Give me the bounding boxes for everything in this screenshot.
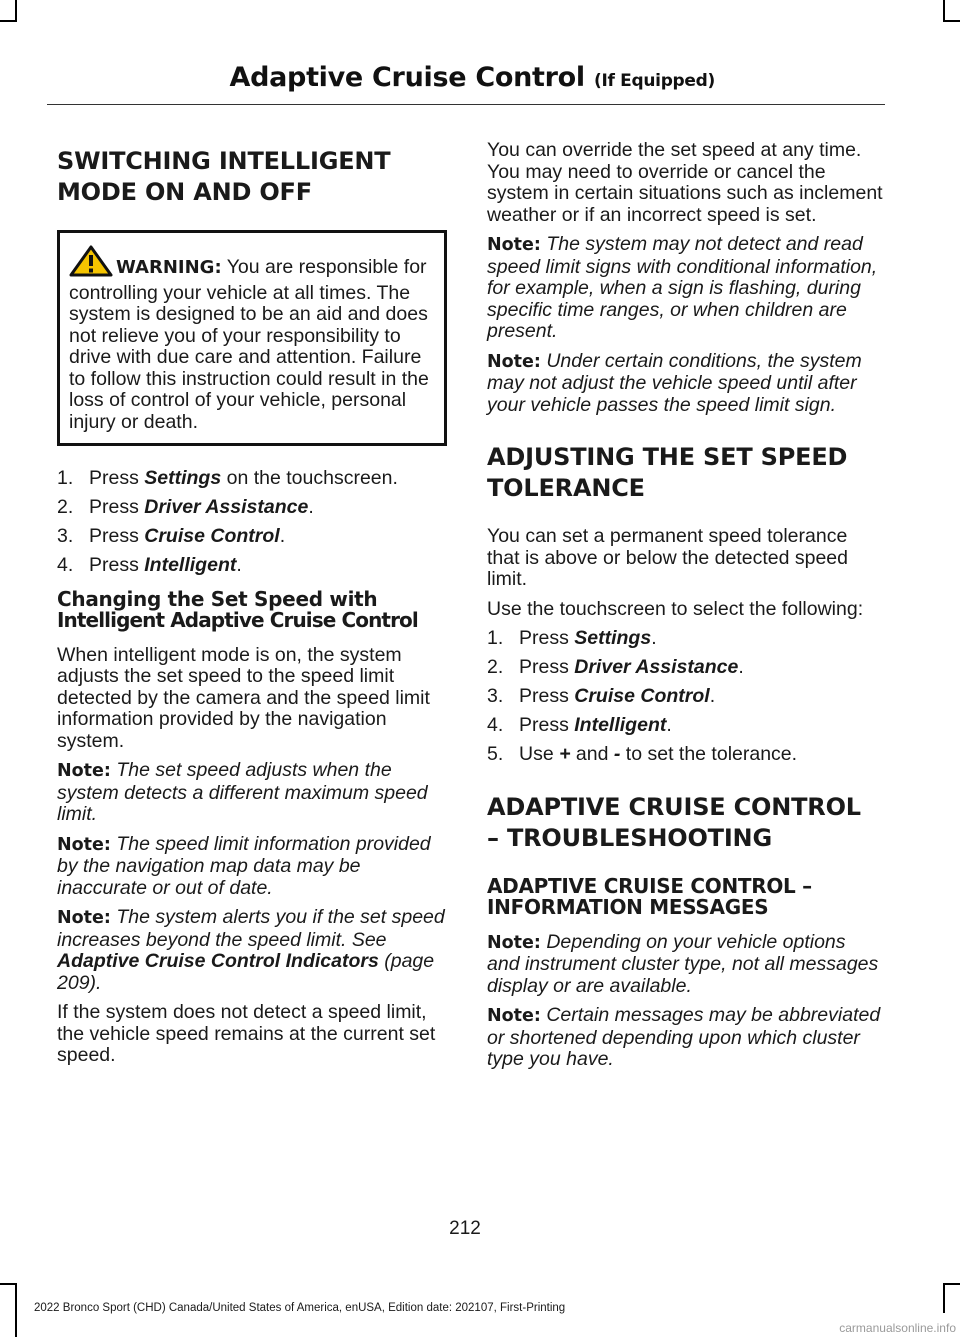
paragraph: You can override the set speed at any time. You may need to override or cancel the system in certain situations such as inclement weather or if an incorrect speed is set. — [487, 139, 883, 226]
heading-line: TOLERANCE — [487, 474, 645, 502]
step-emphasis: - — [613, 743, 621, 765]
section-heading-tolerance — [487, 442, 883, 504]
step-emphasis: Settings — [574, 627, 652, 649]
step-text: on the touchscreen. — [221, 467, 398, 489]
note-label: Note: — [57, 761, 111, 781]
step-text: Press — [89, 467, 145, 489]
subheading-line: Changing the Set Speed with — [57, 586, 378, 611]
note-text: The system alerts you if the set speed increases beyond the speed limit. See — [57, 906, 445, 951]
watermark: carmanualsonline.info — [839, 1321, 956, 1335]
crop-mark — [943, 0, 945, 22]
heading-line: ADJUSTING THE SET SPEED — [487, 443, 848, 471]
step-number: 3. — [57, 525, 74, 547]
note-text: The set speed adjusts when the system detects a different maximum speed limit. — [57, 759, 428, 825]
warning-label: WARNING: — [116, 257, 222, 278]
heading-line: MODE ON AND OFF — [57, 178, 312, 206]
step-text: to set the tolerance. — [620, 743, 798, 765]
list-item — [57, 526, 447, 548]
note-text: The speed limit information provided by the navigation map data may be inaccurate or out of date. — [57, 832, 431, 899]
paragraph: Use the touchscreen to select the following: — [487, 597, 864, 620]
paragraph: You can set a permanent speed tolerance that is above or below the detected speed limit. — [487, 525, 848, 590]
header-rule — [47, 104, 885, 105]
cross-reference-link[interactable]: Adaptive Cruise Control Indicators — [57, 950, 379, 972]
heading-line: ADAPTIVE CRUISE CONTROL — [487, 792, 861, 821]
step-text: . — [651, 627, 657, 649]
list-item — [487, 744, 883, 766]
step-emphasis: Cruise Control — [144, 525, 280, 547]
header-title-text: Adaptive Cruise Control — [229, 62, 585, 93]
note-text: The system may not detect and read speed limit signs with conditional information, for example, when a sign is flashing, during specific time ranges, or when children are present. — [487, 233, 878, 342]
step-number: 5. — [487, 743, 504, 765]
step-text: . — [738, 656, 744, 678]
note — [487, 351, 883, 417]
note — [57, 907, 447, 994]
edition-footer: 2022 Bronco Sport (CHD) Canada/United States of America, enUSA, Edition date: 202107, First-Printing — [34, 1302, 566, 1314]
steps-list-right — [487, 628, 883, 766]
step-text: Press — [519, 627, 575, 649]
crop-mark — [943, 20, 960, 22]
note-text: Depending on your vehicle options and instrument cluster type, not all messages display or are available. — [487, 930, 879, 997]
list-item — [487, 657, 883, 679]
note — [487, 932, 883, 998]
step-number: 2. — [57, 496, 74, 518]
step-emphasis: Driver Assistance — [574, 656, 739, 678]
page-header-title — [230, 62, 716, 93]
step-emphasis: Cruise Control — [574, 685, 710, 707]
heading-line: SWITCHING INTELLIGENT — [57, 147, 391, 175]
step-text: Press — [89, 554, 145, 576]
note-text: Certain messages may be abbreviated or shortened depending upon which cluster type you have. — [487, 1004, 881, 1070]
step-number: 1. — [487, 627, 504, 649]
section-heading-troubleshooting — [487, 792, 883, 854]
paragraph: If the system does not detect a speed limit, the vehicle speed remains at the current set speed. — [57, 1001, 436, 1066]
note-label: Note: — [487, 1006, 541, 1026]
list-item — [487, 715, 883, 737]
steps-list-left — [57, 468, 447, 577]
crop-mark — [15, 0, 17, 22]
subheading-information-messages — [487, 873, 883, 919]
header-subtitle: (If Equipped) — [593, 71, 715, 91]
step-text: . — [709, 685, 716, 707]
crop-mark — [0, 20, 17, 22]
step-emphasis: Driver Assistance — [144, 496, 309, 518]
warning-body: You are responsible for controlling your vehicle at all times. The system is designed to be an aid and does not relieve you of your responsibility to drive with due care and attention. Failure to follow this instruction could result in the loss of control of your vehicle, personal injury or death. — [69, 256, 429, 433]
step-text: Use — [519, 743, 560, 765]
paragraph: When intelligent mode is on, the system adjusts the set speed to the speed limit detected by the camera and the speed limit information provided by the navigation system. — [57, 643, 430, 752]
list-item — [57, 468, 447, 490]
step-text: . — [279, 525, 286, 547]
list-item — [487, 686, 883, 708]
step-emphasis: Intelligent — [574, 714, 667, 736]
heading-line: – TROUBLESHOOTING — [487, 823, 772, 852]
step-text: Press — [89, 525, 145, 547]
list-item — [487, 628, 883, 650]
note-label: Note: — [57, 908, 111, 928]
crop-mark — [943, 1283, 945, 1313]
step-text: and — [570, 743, 614, 765]
note-label: Note: — [487, 351, 541, 372]
crop-mark — [15, 1283, 17, 1337]
step-text: . — [236, 554, 242, 576]
note — [57, 834, 447, 900]
subheading-line: ADAPTIVE CRUISE CONTROL – — [487, 873, 812, 898]
step-text: Press — [519, 656, 575, 678]
step-number: 4. — [57, 554, 74, 576]
step-text: Press — [89, 496, 145, 518]
note-label: Note: — [57, 834, 111, 855]
step-emphasis: Settings — [144, 467, 222, 489]
warning-box — [57, 230, 447, 446]
note-text: Under certain conditions, the system may not adjust the vehicle speed until after your vehicle passes the speed limit sign. — [487, 349, 862, 416]
warning-triangle-icon — [69, 245, 113, 283]
subheading-line: Intelligent Adaptive Cruise Control — [57, 607, 418, 632]
left-column — [57, 140, 447, 1075]
page-reference: (page 209). — [57, 950, 435, 994]
step-text: Press — [519, 685, 575, 707]
section-heading-switching — [57, 146, 447, 208]
subheading-changing-set-speed — [57, 586, 447, 632]
note-label: Note: — [487, 235, 541, 255]
warning-text — [69, 245, 435, 433]
page-number: 212 — [449, 1218, 481, 1239]
subheading-line: INFORMATION MESSAGES — [487, 894, 769, 919]
note — [57, 760, 447, 826]
note — [487, 1005, 883, 1071]
step-text: Press — [519, 714, 575, 736]
step-emphasis: Intelligent — [144, 554, 237, 576]
step-number: 2. — [487, 656, 504, 678]
step-text: . — [666, 714, 672, 736]
step-number: 1. — [57, 467, 74, 489]
crop-mark — [943, 1283, 960, 1285]
step-emphasis: + — [559, 743, 571, 765]
crop-mark — [0, 1283, 17, 1285]
right-column — [487, 140, 883, 1079]
list-item — [57, 555, 447, 577]
step-number: 3. — [487, 685, 504, 707]
note-label: Note: — [487, 932, 541, 953]
list-item — [57, 497, 447, 519]
note — [487, 234, 883, 343]
step-text: . — [308, 496, 314, 518]
step-number: 4. — [487, 714, 504, 736]
